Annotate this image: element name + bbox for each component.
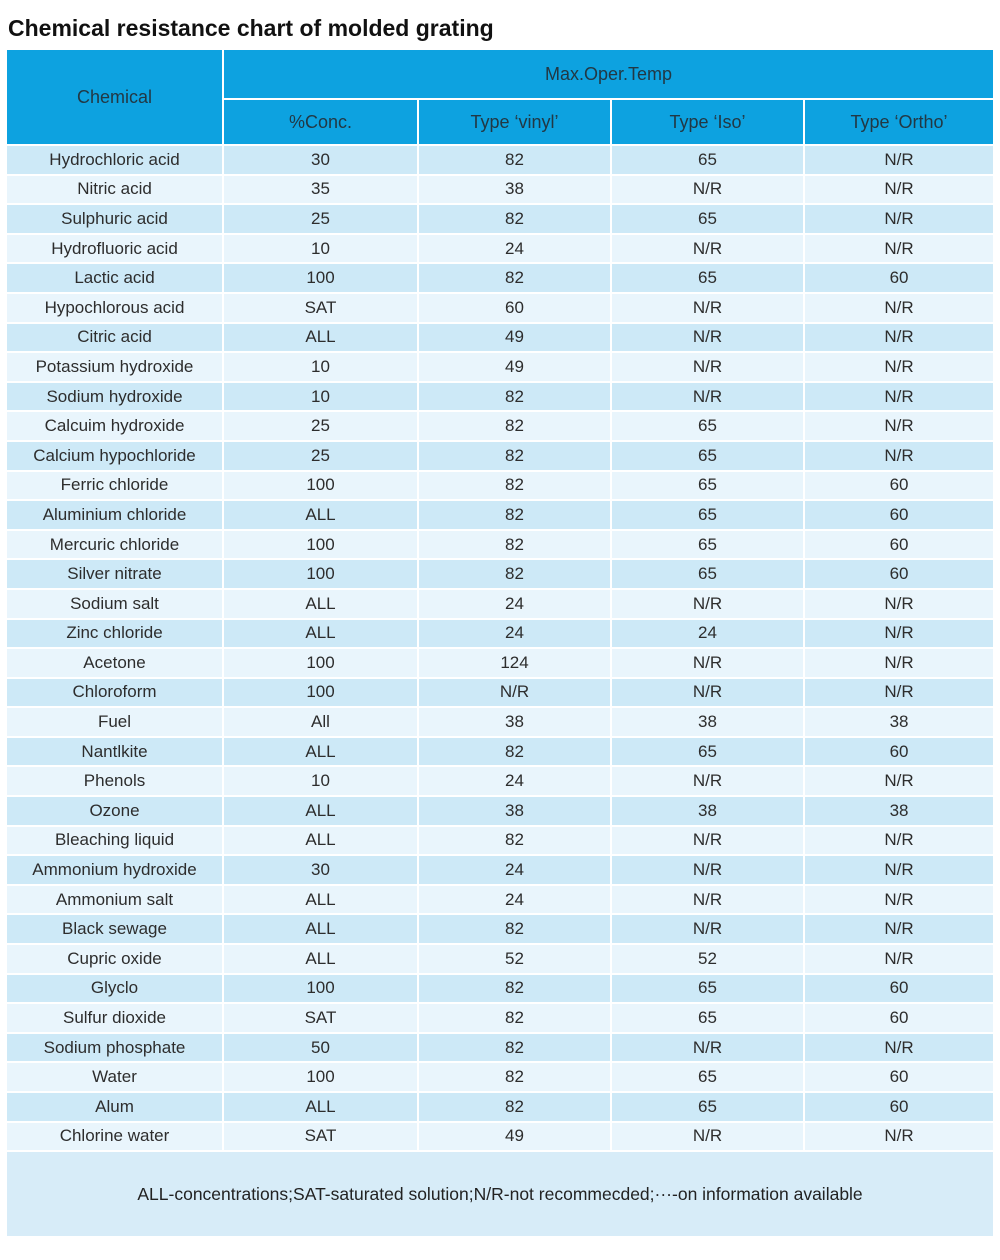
cell-value: 38: [804, 796, 994, 826]
column-group-header-max-oper-temp: Max.Oper.Temp: [223, 49, 994, 99]
cell-value: N/R: [611, 293, 804, 323]
table-row: [6, 1003, 994, 1033]
column-header-type-iso: Type ‘Iso’: [611, 99, 804, 145]
cell-value: N/R: [804, 678, 994, 708]
table-row: [6, 293, 994, 323]
cell-value: 82: [418, 737, 611, 767]
cell-value: 24: [418, 234, 611, 264]
cell-chemical: Acetone: [6, 648, 223, 678]
cell-value: 24: [418, 766, 611, 796]
table-row: [6, 145, 994, 175]
cell-value: 60: [804, 530, 994, 560]
cell-value: 60: [804, 974, 994, 1004]
table-body: [6, 145, 994, 1151]
cell-value: ALL: [223, 500, 418, 530]
cell-value: 82: [418, 1092, 611, 1122]
cell-value: 60: [418, 293, 611, 323]
cell-value: 82: [418, 471, 611, 501]
cell-value: 25: [223, 411, 418, 441]
cell-value: 65: [611, 145, 804, 175]
cell-value: 82: [418, 263, 611, 293]
cell-value: N/R: [804, 1033, 994, 1063]
cell-value: 100: [223, 530, 418, 560]
cell-value: 38: [418, 707, 611, 737]
cell-value: 24: [418, 855, 611, 885]
cell-value: 24: [418, 619, 611, 649]
cell-value: N/R: [611, 175, 804, 205]
cell-value: N/R: [804, 885, 994, 915]
cell-value: 65: [611, 530, 804, 560]
cell-value: 10: [223, 382, 418, 412]
cell-value: 49: [418, 323, 611, 353]
cell-value: 100: [223, 648, 418, 678]
cell-chemical: Aluminium chloride: [6, 500, 223, 530]
table-row: [6, 382, 994, 412]
table-row: [6, 707, 994, 737]
cell-value: 82: [418, 441, 611, 471]
table-row: [6, 263, 994, 293]
table-row: [6, 500, 994, 530]
cell-value: 24: [611, 619, 804, 649]
cell-value: 100: [223, 974, 418, 1004]
cell-chemical: Phenols: [6, 766, 223, 796]
footnote-row: [6, 1151, 994, 1237]
cell-value: 30: [223, 145, 418, 175]
cell-chemical: Fuel: [6, 707, 223, 737]
cell-value: N/R: [611, 826, 804, 856]
cell-value: N/R: [804, 293, 994, 323]
cell-chemical: Hydrochloric acid: [6, 145, 223, 175]
table-row: [6, 1092, 994, 1122]
cell-value: N/R: [611, 382, 804, 412]
cell-chemical: Black sewage: [6, 914, 223, 944]
cell-value: N/R: [611, 323, 804, 353]
cell-value: 60: [804, 471, 994, 501]
cell-value: 65: [611, 263, 804, 293]
cell-chemical: Zinc chloride: [6, 619, 223, 649]
cell-value: N/R: [611, 1122, 804, 1152]
cell-chemical: Sulfur dioxide: [6, 1003, 223, 1033]
cell-value: N/R: [804, 323, 994, 353]
cell-chemical: Sodium salt: [6, 589, 223, 619]
column-header-chemical: Chemical: [6, 49, 223, 145]
cell-chemical: Citric acid: [6, 323, 223, 353]
cell-value: 82: [418, 204, 611, 234]
cell-value: 65: [611, 1062, 804, 1092]
cell-chemical: Calcuim hydroxide: [6, 411, 223, 441]
cell-value: 60: [804, 500, 994, 530]
column-header-conc: %Conc.: [223, 99, 418, 145]
cell-value: 82: [418, 500, 611, 530]
table-row: [6, 352, 994, 382]
table-row: [6, 1033, 994, 1063]
cell-value: 82: [418, 826, 611, 856]
table-row: [6, 766, 994, 796]
cell-chemical: Silver nitrate: [6, 559, 223, 589]
cell-value: 49: [418, 352, 611, 382]
table-row: [6, 678, 994, 708]
table-row: [6, 648, 994, 678]
header-group-row: [6, 49, 994, 99]
cell-value: 10: [223, 352, 418, 382]
cell-value: N/R: [804, 411, 994, 441]
table-row: [6, 944, 994, 974]
cell-value: 82: [418, 530, 611, 560]
cell-value: N/R: [611, 855, 804, 885]
cell-chemical: Cupric oxide: [6, 944, 223, 974]
cell-value: ALL: [223, 589, 418, 619]
cell-chemical: Hydrofluoric acid: [6, 234, 223, 264]
cell-value: N/R: [804, 766, 994, 796]
cell-value: All: [223, 707, 418, 737]
footnote-text: ALL-concentrations;SAT-saturated solution;N/R-not recommecded;···-on information available: [6, 1151, 994, 1237]
cell-value: 52: [418, 944, 611, 974]
cell-value: 38: [611, 707, 804, 737]
cell-chemical: Water: [6, 1062, 223, 1092]
cell-value: 49: [418, 1122, 611, 1152]
cell-value: 38: [418, 175, 611, 205]
cell-value: N/R: [611, 589, 804, 619]
cell-value: 65: [611, 411, 804, 441]
cell-value: 100: [223, 559, 418, 589]
table-row: [6, 1062, 994, 1092]
cell-value: ALL: [223, 826, 418, 856]
cell-value: N/R: [804, 204, 994, 234]
cell-value: ALL: [223, 737, 418, 767]
cell-value: 65: [611, 204, 804, 234]
cell-value: N/R: [804, 855, 994, 885]
cell-value: N/R: [804, 944, 994, 974]
cell-chemical: Potassium hydroxide: [6, 352, 223, 382]
cell-value: 60: [804, 1062, 994, 1092]
cell-value: N/R: [804, 352, 994, 382]
table-row: [6, 441, 994, 471]
table-row: [6, 885, 994, 915]
cell-value: N/R: [804, 914, 994, 944]
cell-value: 82: [418, 145, 611, 175]
cell-value: 52: [611, 944, 804, 974]
cell-chemical: Chlorine water: [6, 1122, 223, 1152]
table-row: [6, 323, 994, 353]
cell-value: 124: [418, 648, 611, 678]
column-header-type-vinyl: Type ‘vinyl’: [418, 99, 611, 145]
cell-chemical: Lactic acid: [6, 263, 223, 293]
cell-chemical: Calcium hypochloride: [6, 441, 223, 471]
cell-value: N/R: [804, 589, 994, 619]
cell-value: 82: [418, 974, 611, 1004]
cell-value: 100: [223, 263, 418, 293]
table-footer: [6, 1151, 994, 1237]
cell-value: N/R: [804, 1122, 994, 1152]
table-row: [6, 234, 994, 264]
cell-value: ALL: [223, 944, 418, 974]
cell-value: N/R: [611, 1033, 804, 1063]
table-row: [6, 530, 994, 560]
cell-value: N/R: [804, 441, 994, 471]
table-row: [6, 175, 994, 205]
cell-value: SAT: [223, 1122, 418, 1152]
table-row: [6, 855, 994, 885]
table-row: [6, 204, 994, 234]
cell-value: ALL: [223, 1092, 418, 1122]
table-row: [6, 411, 994, 441]
cell-value: 100: [223, 1062, 418, 1092]
column-header-type-ortho: Type ‘Ortho’: [804, 99, 994, 145]
cell-chemical: Ferric chloride: [6, 471, 223, 501]
chemical-resistance-table: [5, 48, 995, 1238]
table-row: [6, 796, 994, 826]
cell-value: N/R: [804, 175, 994, 205]
cell-value: 65: [611, 1003, 804, 1033]
cell-value: 30: [223, 855, 418, 885]
cell-value: 10: [223, 766, 418, 796]
cell-chemical: Alum: [6, 1092, 223, 1122]
table-row: [6, 1122, 994, 1152]
cell-chemical: Sulphuric acid: [6, 204, 223, 234]
cell-value: N/R: [611, 766, 804, 796]
cell-value: ALL: [223, 619, 418, 649]
cell-value: N/R: [804, 648, 994, 678]
cell-value: 100: [223, 678, 418, 708]
cell-value: 82: [418, 1062, 611, 1092]
cell-value: 24: [418, 589, 611, 619]
cell-value: N/R: [804, 145, 994, 175]
cell-value: N/R: [611, 234, 804, 264]
table-header: [6, 49, 994, 145]
cell-value: 50: [223, 1033, 418, 1063]
table-row: [6, 559, 994, 589]
cell-value: 82: [418, 1033, 611, 1063]
cell-chemical: Bleaching liquid: [6, 826, 223, 856]
page-title: Chemical resistance chart of molded grating: [8, 15, 494, 41]
cell-chemical: Nitric acid: [6, 175, 223, 205]
cell-value: 60: [804, 1003, 994, 1033]
cell-chemical: Hypochlorous acid: [6, 293, 223, 323]
table-row: [6, 471, 994, 501]
table-row: [6, 619, 994, 649]
cell-chemical: Mercuric chloride: [6, 530, 223, 560]
cell-value: 65: [611, 441, 804, 471]
cell-value: 82: [418, 382, 611, 412]
cell-value: 38: [611, 796, 804, 826]
cell-value: 65: [611, 974, 804, 1004]
cell-value: 100: [223, 471, 418, 501]
cell-chemical: Ammonium salt: [6, 885, 223, 915]
cell-value: 60: [804, 1092, 994, 1122]
cell-value: 60: [804, 737, 994, 767]
cell-value: ALL: [223, 914, 418, 944]
cell-value: 65: [611, 471, 804, 501]
cell-chemical: Chloroform: [6, 678, 223, 708]
cell-value: 25: [223, 204, 418, 234]
cell-value: ALL: [223, 323, 418, 353]
cell-value: ALL: [223, 796, 418, 826]
cell-value: N/R: [611, 914, 804, 944]
table-row: [6, 737, 994, 767]
cell-value: 65: [611, 500, 804, 530]
cell-value: 24: [418, 885, 611, 915]
cell-chemical: Nantlkite: [6, 737, 223, 767]
cell-value: 82: [418, 914, 611, 944]
cell-value: 35: [223, 175, 418, 205]
cell-value: N/R: [804, 382, 994, 412]
table-row: [6, 974, 994, 1004]
table-row: [6, 589, 994, 619]
cell-value: N/R: [804, 826, 994, 856]
cell-chemical: Glyclo: [6, 974, 223, 1004]
cell-value: 38: [804, 707, 994, 737]
cell-value: N/R: [804, 234, 994, 264]
cell-value: N/R: [611, 678, 804, 708]
cell-value: ALL: [223, 885, 418, 915]
cell-value: 82: [418, 559, 611, 589]
cell-value: N/R: [611, 885, 804, 915]
cell-chemical: Sodium hydroxide: [6, 382, 223, 412]
cell-value: N/R: [611, 352, 804, 382]
cell-value: 10: [223, 234, 418, 264]
cell-value: SAT: [223, 293, 418, 323]
cell-value: 65: [611, 559, 804, 589]
cell-value: 82: [418, 411, 611, 441]
cell-value: 65: [611, 1092, 804, 1122]
cell-value: N/R: [804, 619, 994, 649]
cell-value: 60: [804, 559, 994, 589]
cell-value: 25: [223, 441, 418, 471]
cell-chemical: Sodium phosphate: [6, 1033, 223, 1063]
table-row: [6, 914, 994, 944]
cell-value: N/R: [418, 678, 611, 708]
cell-chemical: Ozone: [6, 796, 223, 826]
cell-value: 38: [418, 796, 611, 826]
cell-value: 82: [418, 1003, 611, 1033]
cell-value: N/R: [611, 648, 804, 678]
cell-value: 65: [611, 737, 804, 767]
cell-chemical: Ammonium hydroxide: [6, 855, 223, 885]
cell-value: SAT: [223, 1003, 418, 1033]
table-row: [6, 826, 994, 856]
cell-value: 60: [804, 263, 994, 293]
